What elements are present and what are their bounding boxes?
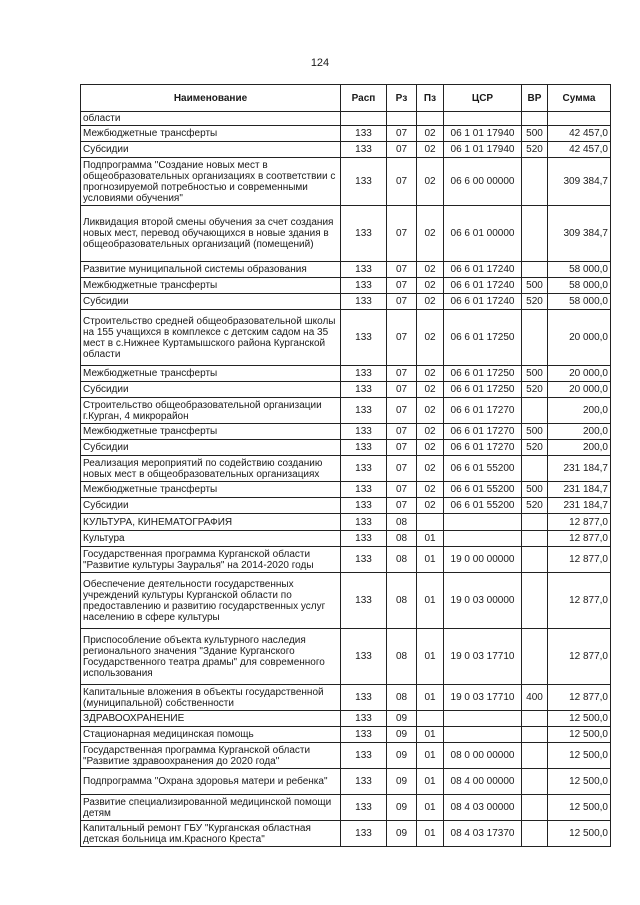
- cell-rz: 09: [387, 743, 417, 769]
- cell-pz: 02: [417, 482, 444, 498]
- cell-pz: 02: [417, 424, 444, 440]
- cell-pz: 02: [417, 456, 444, 482]
- cell-name: Развитие муниципальной системы образования: [81, 262, 341, 278]
- cell-csr: 06 6 00 00000: [444, 158, 522, 206]
- cell-rasp: 133: [341, 142, 387, 158]
- table-row: [81, 743, 611, 769]
- cell-rasp: 133: [341, 795, 387, 821]
- cell-rz: 07: [387, 294, 417, 310]
- table-row: [81, 531, 611, 547]
- cell-pz: 01: [417, 685, 444, 711]
- cell-sum: 200,0: [548, 440, 611, 456]
- cell-pz: 01: [417, 769, 444, 795]
- cell-vr: [522, 711, 548, 727]
- cell-rasp: 133: [341, 382, 387, 398]
- cell-rasp: 133: [341, 424, 387, 440]
- header-row: [81, 85, 611, 112]
- cell-name: КУЛЬТУРА, КИНЕМАТОГРАФИЯ: [81, 514, 341, 531]
- cell-pz: 02: [417, 294, 444, 310]
- cell-rasp: 133: [341, 206, 387, 262]
- cell-rz: 09: [387, 821, 417, 847]
- cell-rz: 07: [387, 262, 417, 278]
- cell-csr: 08 4 00 00000: [444, 769, 522, 795]
- cell-rz: 07: [387, 158, 417, 206]
- cell-rasp: 133: [341, 531, 387, 547]
- cell-vr: 500: [522, 278, 548, 294]
- cell-pz: 02: [417, 126, 444, 142]
- cell-csr: 06 1 01 17940: [444, 142, 522, 158]
- table-row: [81, 727, 611, 743]
- cell-rz: 07: [387, 440, 417, 456]
- cell-vr: [522, 795, 548, 821]
- cell-csr: 06 6 01 17270: [444, 424, 522, 440]
- cell-sum: 20 000,0: [548, 366, 611, 382]
- cell-rasp: 133: [341, 514, 387, 531]
- cell-rz: 09: [387, 769, 417, 795]
- cell-rz: 08: [387, 547, 417, 573]
- cell-rz: 08: [387, 573, 417, 629]
- cell-name: Приспособление объекта культурного наследия регионального значения "Здание Курганского Государственного театра драмы" для современного использования: [81, 629, 341, 685]
- cell-sum: 42 457,0: [548, 126, 611, 142]
- cell-vr: [522, 310, 548, 366]
- cell-vr: 500: [522, 366, 548, 382]
- cell-sum: 12 877,0: [548, 573, 611, 629]
- cell-rasp: 133: [341, 821, 387, 847]
- cell-rz: 07: [387, 142, 417, 158]
- cell-name: Развитие специализированной медицинской помощи детям: [81, 795, 341, 821]
- cell-csr: 06 6 01 00000: [444, 206, 522, 262]
- cell-rasp: 133: [341, 547, 387, 573]
- cell-vr: 520: [522, 498, 548, 514]
- cell-name: Обеспечение деятельности государственных учреждений культуры Курганской области по предоставлению и развитию государственных услуг населению в сфере культуры: [81, 573, 341, 629]
- cell-sum: 231 184,7: [548, 482, 611, 498]
- cell-pz: 02: [417, 366, 444, 382]
- cell-name: Межбюджетные трансферты: [81, 424, 341, 440]
- cell-rasp: 133: [341, 440, 387, 456]
- table-row: [81, 482, 611, 498]
- cell-csr: 06 6 01 17240: [444, 294, 522, 310]
- cell-csr: 08 4 03 00000: [444, 795, 522, 821]
- cell-rasp: 133: [341, 573, 387, 629]
- cell-name: Культура: [81, 531, 341, 547]
- table-row: [81, 294, 611, 310]
- cell-csr: 19 0 03 17710: [444, 685, 522, 711]
- cell-vr: [522, 629, 548, 685]
- cell-rasp: 133: [341, 498, 387, 514]
- cell-vr: [522, 531, 548, 547]
- cell-vr: [522, 727, 548, 743]
- cell-sum: 58 000,0: [548, 262, 611, 278]
- cell-vr: 520: [522, 142, 548, 158]
- cell-rz: 09: [387, 727, 417, 743]
- cell-sum: 58 000,0: [548, 294, 611, 310]
- cell-csr: 19 0 00 00000: [444, 547, 522, 573]
- cell-vr: 520: [522, 382, 548, 398]
- cell-pz: 01: [417, 629, 444, 685]
- cell-sum: 200,0: [548, 398, 611, 424]
- header-pz: Пз: [417, 85, 444, 112]
- cell-sum: 309 384,7: [548, 206, 611, 262]
- cell-rasp: 133: [341, 294, 387, 310]
- table-row: [81, 262, 611, 278]
- cell-csr: 06 6 01 55200: [444, 482, 522, 498]
- cell-vr: 400: [522, 685, 548, 711]
- table-row: [81, 629, 611, 685]
- cell-sum: 12 500,0: [548, 727, 611, 743]
- cell-vr: 520: [522, 440, 548, 456]
- cell-vr: [522, 158, 548, 206]
- table-row: [81, 514, 611, 531]
- cell-csr: 06 6 01 17250: [444, 366, 522, 382]
- cell-pz: 01: [417, 547, 444, 573]
- cell-sum: 12 877,0: [548, 547, 611, 573]
- cell-rz: 08: [387, 514, 417, 531]
- table-row: [81, 711, 611, 727]
- table-row: [81, 573, 611, 629]
- cell-rasp: 133: [341, 398, 387, 424]
- cell-vr: [522, 206, 548, 262]
- cell-pz: 01: [417, 821, 444, 847]
- cell-name: Субсидии: [81, 440, 341, 456]
- cell-sum: 12 877,0: [548, 531, 611, 547]
- table-row: [81, 821, 611, 847]
- cell-name: Субсидии: [81, 142, 341, 158]
- header-rz: Рз: [387, 85, 417, 112]
- header-vr: ВР: [522, 85, 548, 112]
- cell-sum: 12 877,0: [548, 629, 611, 685]
- cell-vr: [522, 514, 548, 531]
- cell-pz: [417, 112, 444, 126]
- cell-pz: 01: [417, 531, 444, 547]
- table-row: [81, 685, 611, 711]
- table-row: [81, 126, 611, 142]
- cell-rasp: 133: [341, 456, 387, 482]
- cell-rz: 08: [387, 685, 417, 711]
- cell-pz: 02: [417, 398, 444, 424]
- table-row: [81, 424, 611, 440]
- cell-rz: 07: [387, 310, 417, 366]
- cell-rasp: 133: [341, 310, 387, 366]
- cell-rz: 07: [387, 382, 417, 398]
- cell-rz: 09: [387, 711, 417, 727]
- cell-rz: 07: [387, 366, 417, 382]
- header-sum: Сумма: [548, 85, 611, 112]
- cell-pz: 02: [417, 206, 444, 262]
- cell-sum: 231 184,7: [548, 456, 611, 482]
- table-row: [81, 769, 611, 795]
- cell-name: Капитальные вложения в объекты государственной (муниципальной) собственности: [81, 685, 341, 711]
- cell-rasp: 133: [341, 685, 387, 711]
- cell-rz: 08: [387, 629, 417, 685]
- cell-rz: [387, 112, 417, 126]
- page-number: 124: [310, 57, 330, 69]
- cell-name: Строительство общеобразовательной организации г.Курган, 4 микрорайон: [81, 398, 341, 424]
- table-row: [81, 112, 611, 126]
- cell-pz: 02: [417, 310, 444, 366]
- cell-csr: 08 0 00 00000: [444, 743, 522, 769]
- cell-pz: 02: [417, 262, 444, 278]
- budget-table: [80, 84, 611, 847]
- cell-pz: [417, 711, 444, 727]
- cell-rasp: 133: [341, 629, 387, 685]
- cell-sum: 231 184,7: [548, 498, 611, 514]
- cell-vr: [522, 821, 548, 847]
- cell-name: Стационарная медицинская помощь: [81, 727, 341, 743]
- cell-csr: 06 6 01 55200: [444, 498, 522, 514]
- cell-rasp: 133: [341, 482, 387, 498]
- cell-vr: 520: [522, 294, 548, 310]
- cell-pz: 02: [417, 278, 444, 294]
- cell-pz: 01: [417, 795, 444, 821]
- cell-pz: 01: [417, 573, 444, 629]
- cell-csr: 19 0 03 00000: [444, 573, 522, 629]
- cell-name: Межбюджетные трансферты: [81, 126, 341, 142]
- cell-rz: 07: [387, 126, 417, 142]
- cell-csr: 06 6 01 55200: [444, 456, 522, 482]
- cell-name: Строительство средней общеобразовательной школы на 155 учащихся в комплексе с детским садом на 35 мест в с.Нижнее Куртамышского района Курганской области: [81, 310, 341, 366]
- cell-csr: 06 6 01 17240: [444, 262, 522, 278]
- cell-name: Субсидии: [81, 498, 341, 514]
- cell-csr: 06 6 01 17240: [444, 278, 522, 294]
- cell-sum: 12 500,0: [548, 795, 611, 821]
- cell-rz: 07: [387, 456, 417, 482]
- cell-rz: 07: [387, 498, 417, 514]
- cell-vr: [522, 398, 548, 424]
- cell-rasp: 133: [341, 126, 387, 142]
- cell-rasp: 133: [341, 727, 387, 743]
- cell-sum: 200,0: [548, 424, 611, 440]
- cell-rz: 07: [387, 482, 417, 498]
- header-name: Наименование: [81, 85, 341, 112]
- cell-rz: 07: [387, 424, 417, 440]
- cell-vr: [522, 262, 548, 278]
- cell-vr: [522, 112, 548, 126]
- cell-csr: [444, 711, 522, 727]
- cell-csr: [444, 531, 522, 547]
- cell-csr: 19 0 03 17710: [444, 629, 522, 685]
- cell-rz: 07: [387, 206, 417, 262]
- table-row: [81, 547, 611, 573]
- table-row: [81, 440, 611, 456]
- cell-vr: [522, 769, 548, 795]
- cell-sum: 12 500,0: [548, 711, 611, 727]
- cell-rasp: [341, 112, 387, 126]
- cell-sum: [548, 112, 611, 126]
- cell-sum: 12 500,0: [548, 769, 611, 795]
- cell-name: Субсидии: [81, 294, 341, 310]
- table-row: [81, 795, 611, 821]
- cell-vr: [522, 573, 548, 629]
- cell-rz: 07: [387, 398, 417, 424]
- cell-name: Реализация мероприятий по содействию созданию новых мест в общеобразовательных организациях: [81, 456, 341, 482]
- cell-name: ЗДРАВООХРАНЕНИЕ: [81, 711, 341, 727]
- cell-name: Межбюджетные трансферты: [81, 482, 341, 498]
- cell-name: области: [81, 112, 341, 126]
- cell-vr: 500: [522, 126, 548, 142]
- cell-pz: 01: [417, 727, 444, 743]
- cell-rz: 09: [387, 795, 417, 821]
- cell-name: Подпрограмма "Охрана здоровья матери и ребенка": [81, 769, 341, 795]
- cell-vr: [522, 547, 548, 573]
- cell-pz: 02: [417, 440, 444, 456]
- table-row: [81, 158, 611, 206]
- cell-csr: 06 6 01 17270: [444, 398, 522, 424]
- cell-rasp: 133: [341, 769, 387, 795]
- cell-csr: [444, 112, 522, 126]
- table-row: [81, 206, 611, 262]
- cell-sum: 309 384,7: [548, 158, 611, 206]
- cell-pz: 02: [417, 142, 444, 158]
- table-row: [81, 142, 611, 158]
- cell-pz: 01: [417, 743, 444, 769]
- cell-name: Государственная программа Курганской области "Развитие культуры Зауралья" на 2014-2020 годы: [81, 547, 341, 573]
- cell-rasp: 133: [341, 278, 387, 294]
- cell-name: Субсидии: [81, 382, 341, 398]
- cell-csr: 06 1 01 17940: [444, 126, 522, 142]
- table-row: [81, 310, 611, 366]
- cell-sum: 42 457,0: [548, 142, 611, 158]
- cell-rz: 08: [387, 531, 417, 547]
- cell-sum: 58 000,0: [548, 278, 611, 294]
- cell-name: Подпрограмма "Создание новых мест в общеобразовательных организациях в соответствии с прогнозируемой потребностью и современными условиями обучения": [81, 158, 341, 206]
- cell-name: Государственная программа Курганской области "Развитие здравоохранения до 2020 года": [81, 743, 341, 769]
- cell-vr: 500: [522, 482, 548, 498]
- cell-pz: 02: [417, 382, 444, 398]
- cell-csr: 06 6 01 17270: [444, 440, 522, 456]
- cell-name: Капитальный ремонт ГБУ "Курганская областная детская больница им.Красного Креста": [81, 821, 341, 847]
- cell-rasp: 133: [341, 711, 387, 727]
- cell-pz: 02: [417, 158, 444, 206]
- cell-sum: 12 877,0: [548, 685, 611, 711]
- cell-csr: [444, 727, 522, 743]
- cell-name: Ликвидация второй смены обучения за счет создания новых мест, перевод обучающихся в новые здания в общеобразовательных организаций (помещений): [81, 206, 341, 262]
- table-row: [81, 398, 611, 424]
- table-row: [81, 456, 611, 482]
- cell-sum: 20 000,0: [548, 310, 611, 366]
- table-row: [81, 382, 611, 398]
- cell-sum: 20 000,0: [548, 382, 611, 398]
- cell-pz: [417, 514, 444, 531]
- cell-sum: 12 877,0: [548, 514, 611, 531]
- cell-csr: [444, 514, 522, 531]
- cell-pz: 02: [417, 498, 444, 514]
- table-row: [81, 278, 611, 294]
- cell-rasp: 133: [341, 158, 387, 206]
- cell-sum: 12 500,0: [548, 743, 611, 769]
- cell-csr: 06 6 01 17250: [444, 382, 522, 398]
- cell-name: Межбюджетные трансферты: [81, 366, 341, 382]
- cell-sum: 12 500,0: [548, 821, 611, 847]
- table-body: [81, 112, 611, 847]
- cell-rasp: 133: [341, 366, 387, 382]
- cell-rasp: 133: [341, 743, 387, 769]
- table-row: [81, 498, 611, 514]
- header-rasp: Расп: [341, 85, 387, 112]
- header-csr: ЦСР: [444, 85, 522, 112]
- cell-vr: [522, 743, 548, 769]
- cell-name: Межбюджетные трансферты: [81, 278, 341, 294]
- cell-rasp: 133: [341, 262, 387, 278]
- cell-csr: 06 6 01 17250: [444, 310, 522, 366]
- cell-vr: 500: [522, 424, 548, 440]
- cell-csr: 08 4 03 17370: [444, 821, 522, 847]
- cell-vr: [522, 456, 548, 482]
- table-row: [81, 366, 611, 382]
- cell-rz: 07: [387, 278, 417, 294]
